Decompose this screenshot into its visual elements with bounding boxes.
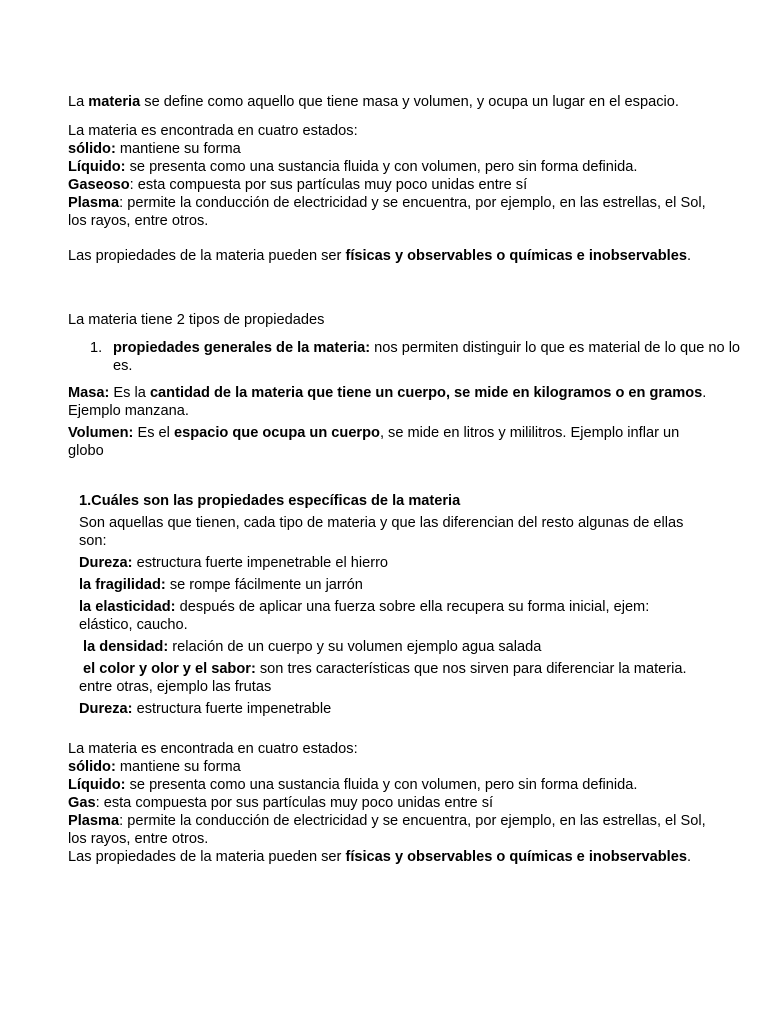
state-label: Líquido: [68, 777, 126, 793]
masa-label: Masa: [68, 385, 110, 401]
state-text: : permite la conducción de electricidad y se encuentra, por ejemplo, en las estrellas, el Sol, los rayos, entre otros. [68, 195, 706, 229]
property-label: la fragilidad: [79, 577, 166, 593]
state-liquido [68, 158, 708, 176]
intro-text-end: se define como aquello que tiene masa y volumen, y ocupa un lugar en el espacio. [140, 94, 679, 110]
property-item-dureza [79, 554, 699, 572]
volumen-text-end: , se mide en litros y mililitros. Ejemplo inflar un globo [68, 425, 680, 459]
state-text: : esta compuesta por sus partículas muy poco unidas entre sí [95, 795, 494, 811]
state-label: sólido: [68, 141, 116, 157]
state-liquido [68, 776, 708, 794]
property-text: estructura fuerte impenetrable [132, 701, 332, 717]
properties-paragraph-2 [68, 848, 708, 866]
state-gas [68, 794, 708, 812]
property-item-dureza-2 [79, 700, 699, 718]
states-block-2 [68, 740, 708, 866]
property-label: el color y olor y el sabor: [79, 661, 256, 677]
property-text: relación de un cuerpo y su volumen ejemplo agua salada [168, 639, 542, 655]
states-heading: La materia es encontrada en cuatro estados: [68, 123, 358, 139]
property-label: la densidad: [79, 639, 169, 655]
state-text: mantiene su forma [115, 759, 241, 775]
state-label: sólido: [68, 759, 116, 775]
properties-paragraph-1 [68, 247, 708, 265]
list-item-general [68, 339, 753, 375]
state-plasma [68, 194, 708, 230]
states-block-1 [68, 122, 708, 230]
section-intro: Son aquellas que tienen, cada tipo de materia y que las diferencian del resto algunas de ellas son: [79, 515, 684, 549]
state-label: Líquido: [68, 159, 126, 175]
properties-bold: físicas y observables o químicas e inobservables [345, 248, 687, 264]
state-solido [68, 758, 708, 776]
property-text: después de aplicar una fuerza sobre ella recupera su forma inicial, ejem: elástico, caucho. [79, 599, 650, 633]
list-number: 1. [90, 340, 103, 356]
state-label: Gas [68, 795, 96, 811]
masa-bold: cantidad de la materia que tiene un cuerpo, se mide en kilogramos o en gramos [149, 385, 703, 401]
property-item-fragilidad [79, 576, 699, 594]
state-label: Gaseoso [68, 177, 130, 193]
property-text: estructura fuerte impenetrable el hierro [132, 555, 389, 571]
state-text: : esta compuesta por sus partículas muy poco unidas entre sí [129, 177, 528, 193]
specific-properties-section [79, 492, 699, 718]
volumen-label: Volumen: [68, 425, 134, 441]
states-heading: La materia es encontrada en cuatro estados: [68, 741, 358, 757]
properties-text: Las propiedades de la materia pueden ser [68, 849, 346, 865]
list-item-text: nos permiten distinguir lo que es material de lo que no lo es. [113, 340, 741, 374]
property-text: se rompe fácilmente un jarrón [165, 577, 363, 593]
property-text: son tres características que nos sirven para diferenciar la materia. entre otras, ejemplo las frutas [79, 661, 687, 695]
properties-text: Las propiedades de la materia pueden ser [68, 248, 346, 264]
property-label: Dureza: [79, 555, 133, 571]
volumen-paragraph [68, 424, 708, 460]
state-text: se presenta como una sustancia fluida y con volumen, pero sin forma definida. [125, 159, 638, 175]
intro-bold: materia [88, 94, 141, 110]
property-item-densidad [79, 638, 699, 656]
intro-paragraph [68, 93, 708, 111]
property-item-color-olor-sabor [79, 660, 699, 696]
state-solido [68, 140, 708, 158]
volumen-text: Es el [133, 425, 174, 441]
state-label: Plasma [68, 195, 120, 211]
state-text: : permite la conducción de electricidad y se encuentra, por ejemplo, en las estrellas, el Sol, los rayos, entre otros. [68, 813, 706, 847]
state-gaseoso [68, 176, 708, 194]
state-label: Plasma [68, 813, 120, 829]
volumen-bold: espacio que ocupa un cuerpo [173, 425, 380, 441]
section-title: 1.Cuáles son las propiedades específicas de la materia [79, 493, 461, 509]
property-label: la elasticidad: [79, 599, 176, 615]
masa-paragraph [68, 384, 708, 420]
property-types-line: La materia tiene 2 tipos de propiedades [68, 312, 325, 328]
properties-bold: físicas y observables o químicas e inobservables [345, 849, 687, 865]
state-text: se presenta como una sustancia fluida y con volumen, pero sin forma definida. [125, 777, 638, 793]
properties-text-end: . [686, 248, 692, 264]
masa-text: Es la [109, 385, 150, 401]
state-text: mantiene su forma [115, 141, 241, 157]
property-label: Dureza: [79, 701, 133, 717]
list-item-bold: propiedades generales de la materia: [113, 340, 371, 356]
state-plasma [68, 812, 708, 848]
properties-text-end: . [686, 849, 692, 865]
intro-text: La [68, 94, 89, 110]
property-item-elasticidad [79, 598, 699, 634]
masa-text-end: . Ejemplo manzana. [68, 385, 707, 419]
